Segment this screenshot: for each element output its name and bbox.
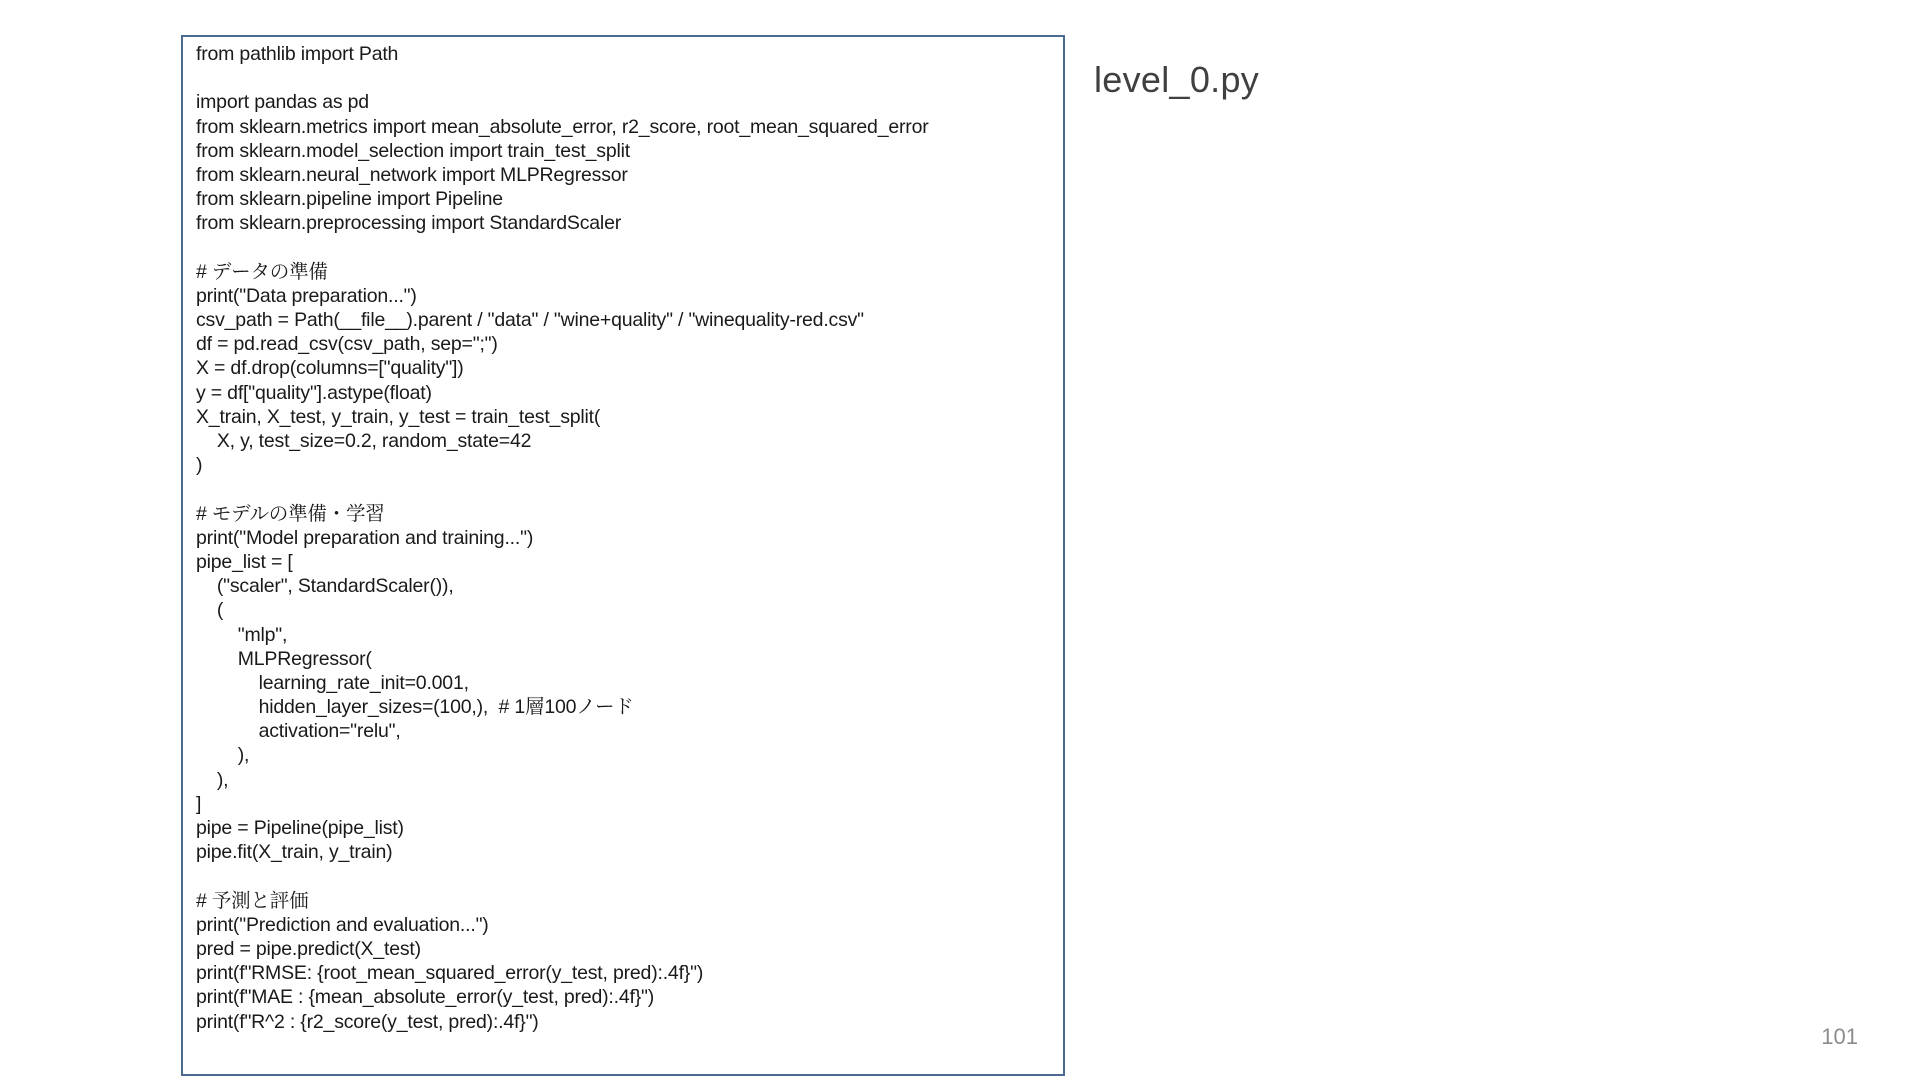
code-line: pipe_list = [ <box>196 550 293 573</box>
code-line: ( <box>196 599 224 622</box>
code-line: from sklearn.metrics import mean_absolute_error, r2_score, root_mean_squared_error <box>196 115 929 138</box>
code-blank-line <box>196 864 1063 888</box>
code-blank-line <box>196 477 1063 501</box>
code-line: X = df.drop(columns=["quality"]) <box>196 357 464 380</box>
code-line: hidden_layer_sizes=(100,), # 1層100ノード <box>196 696 634 719</box>
code-line: print("Model preparation and training...") <box>196 526 534 549</box>
code-line: from sklearn.pipeline import Pipeline <box>196 188 503 211</box>
code-line: # データの準備 <box>196 260 328 283</box>
code-line: ("scaler", StandardScaler()), <box>196 575 454 598</box>
code-line: ), <box>196 768 229 791</box>
code-line: df = pd.read_csv(csv_path, sep=";") <box>196 333 498 356</box>
code-line: print(f"RMSE: {root_mean_squared_error(y_test, pred):.4f}") <box>196 962 704 985</box>
code-line: ) <box>196 454 203 477</box>
code-line: # モデルの準備・学習 <box>196 502 385 525</box>
code-line: from sklearn.preprocessing import StandardScaler <box>196 212 622 235</box>
code-line: X_train, X_test, y_train, y_test = train_test_split( <box>196 405 601 428</box>
code-listing-box <box>181 35 1065 1076</box>
code-line: y = df["quality"].astype(float) <box>196 381 432 404</box>
code-blank-line <box>196 236 1063 260</box>
code-line: from sklearn.model_selection import train_test_split <box>196 139 630 162</box>
code-line: pipe.fit(X_train, y_train) <box>196 841 393 864</box>
code-line: from pathlib import Path <box>196 43 399 65</box>
code-line: csv_path = Path(__file__).parent / "data" / "wine+quality" / "winequality-red.csv" <box>196 309 864 332</box>
page-number: 101 <box>1821 1024 1858 1049</box>
code-line: pred = pipe.predict(X_test) <box>196 937 421 960</box>
code-line: ), <box>196 744 250 767</box>
code-line: print(f"R^2 : {r2_score(y_test, pred):.4f}") <box>196 1010 539 1033</box>
code-line: print("Prediction and evaluation...") <box>196 913 489 936</box>
code-line: "mlp", <box>196 623 288 646</box>
code-blank-line <box>196 66 1063 90</box>
code-line: activation="relu", <box>196 720 401 743</box>
code-line: from sklearn.neural_network import MLPRegressor <box>196 163 628 186</box>
code-line: X, y, test_size=0.2, random_state=42 <box>196 430 532 452</box>
file-name-title: level_0.py <box>1094 59 1260 100</box>
code-line: pipe = Pipeline(pipe_list) <box>196 817 404 839</box>
code-line: learning_rate_init=0.001, <box>196 671 469 694</box>
code-line: ] <box>196 792 202 815</box>
code-line: print(f"MAE : {mean_absolute_error(y_test, pred):.4f}") <box>196 986 655 1009</box>
code-line: print("Data preparation...") <box>196 284 417 307</box>
code-line: # 予測と評価 <box>196 889 309 912</box>
code-line: MLPRegressor( <box>196 647 372 670</box>
code-line: import pandas as pd <box>196 91 369 114</box>
